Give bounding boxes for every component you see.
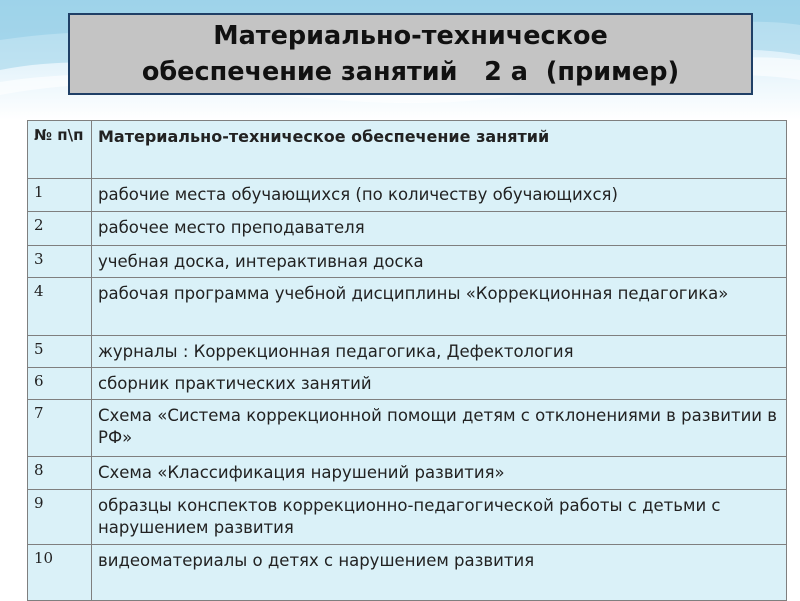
table-row	[28, 246, 787, 278]
row-number: 7	[28, 400, 92, 457]
row-number: 5	[28, 336, 92, 368]
row-number: 9	[28, 490, 92, 545]
slide-title: Материально-техническое обеспечение занятий 2 а (пример)	[141, 21, 680, 87]
row-item: видеоматериалы о детях с нарушением развития	[92, 545, 787, 601]
row-item: сборник практических занятий	[92, 368, 787, 400]
header-item-cell: Материально-техническое обеспечение занятий	[92, 121, 787, 179]
table-header-row	[28, 121, 787, 179]
row-item: учебная доска, интерактивная доска	[92, 246, 787, 278]
row-item: Схема «Классификация нарушений развития»	[92, 457, 787, 490]
table-row	[28, 400, 787, 457]
row-item: образцы конспектов коррекционно-педагогической работы с детьми с нарушением развития	[92, 490, 787, 545]
equipment-table	[27, 120, 787, 601]
row-number: 2	[28, 212, 92, 246]
table-row	[28, 368, 787, 400]
table-row	[28, 212, 787, 246]
row-number: 1	[28, 179, 92, 212]
row-item: Схема «Система коррекционной помощи детям с отклонениями в развитии в РФ»	[92, 400, 787, 457]
header-number-cell: № п\п	[28, 121, 92, 179]
row-number: 6	[28, 368, 92, 400]
row-item: рабочие места обучающихся (по количеству обучающихся)	[92, 179, 787, 212]
row-number: 4	[28, 278, 92, 336]
row-number: 8	[28, 457, 92, 490]
table-row	[28, 179, 787, 212]
table-row	[28, 545, 787, 601]
table-row	[28, 457, 787, 490]
row-item: рабочая программа учебной дисциплины «Коррекционная педагогика»	[92, 278, 787, 336]
row-number: 3	[28, 246, 92, 278]
slide-title-box	[68, 13, 753, 95]
table-row	[28, 336, 787, 368]
table-row	[28, 278, 787, 336]
row-item: рабочее место преподавателя	[92, 212, 787, 246]
table-row	[28, 490, 787, 545]
row-item: журналы : Коррекционная педагогика, Дефектология	[92, 336, 787, 368]
row-number: 10	[28, 545, 92, 601]
